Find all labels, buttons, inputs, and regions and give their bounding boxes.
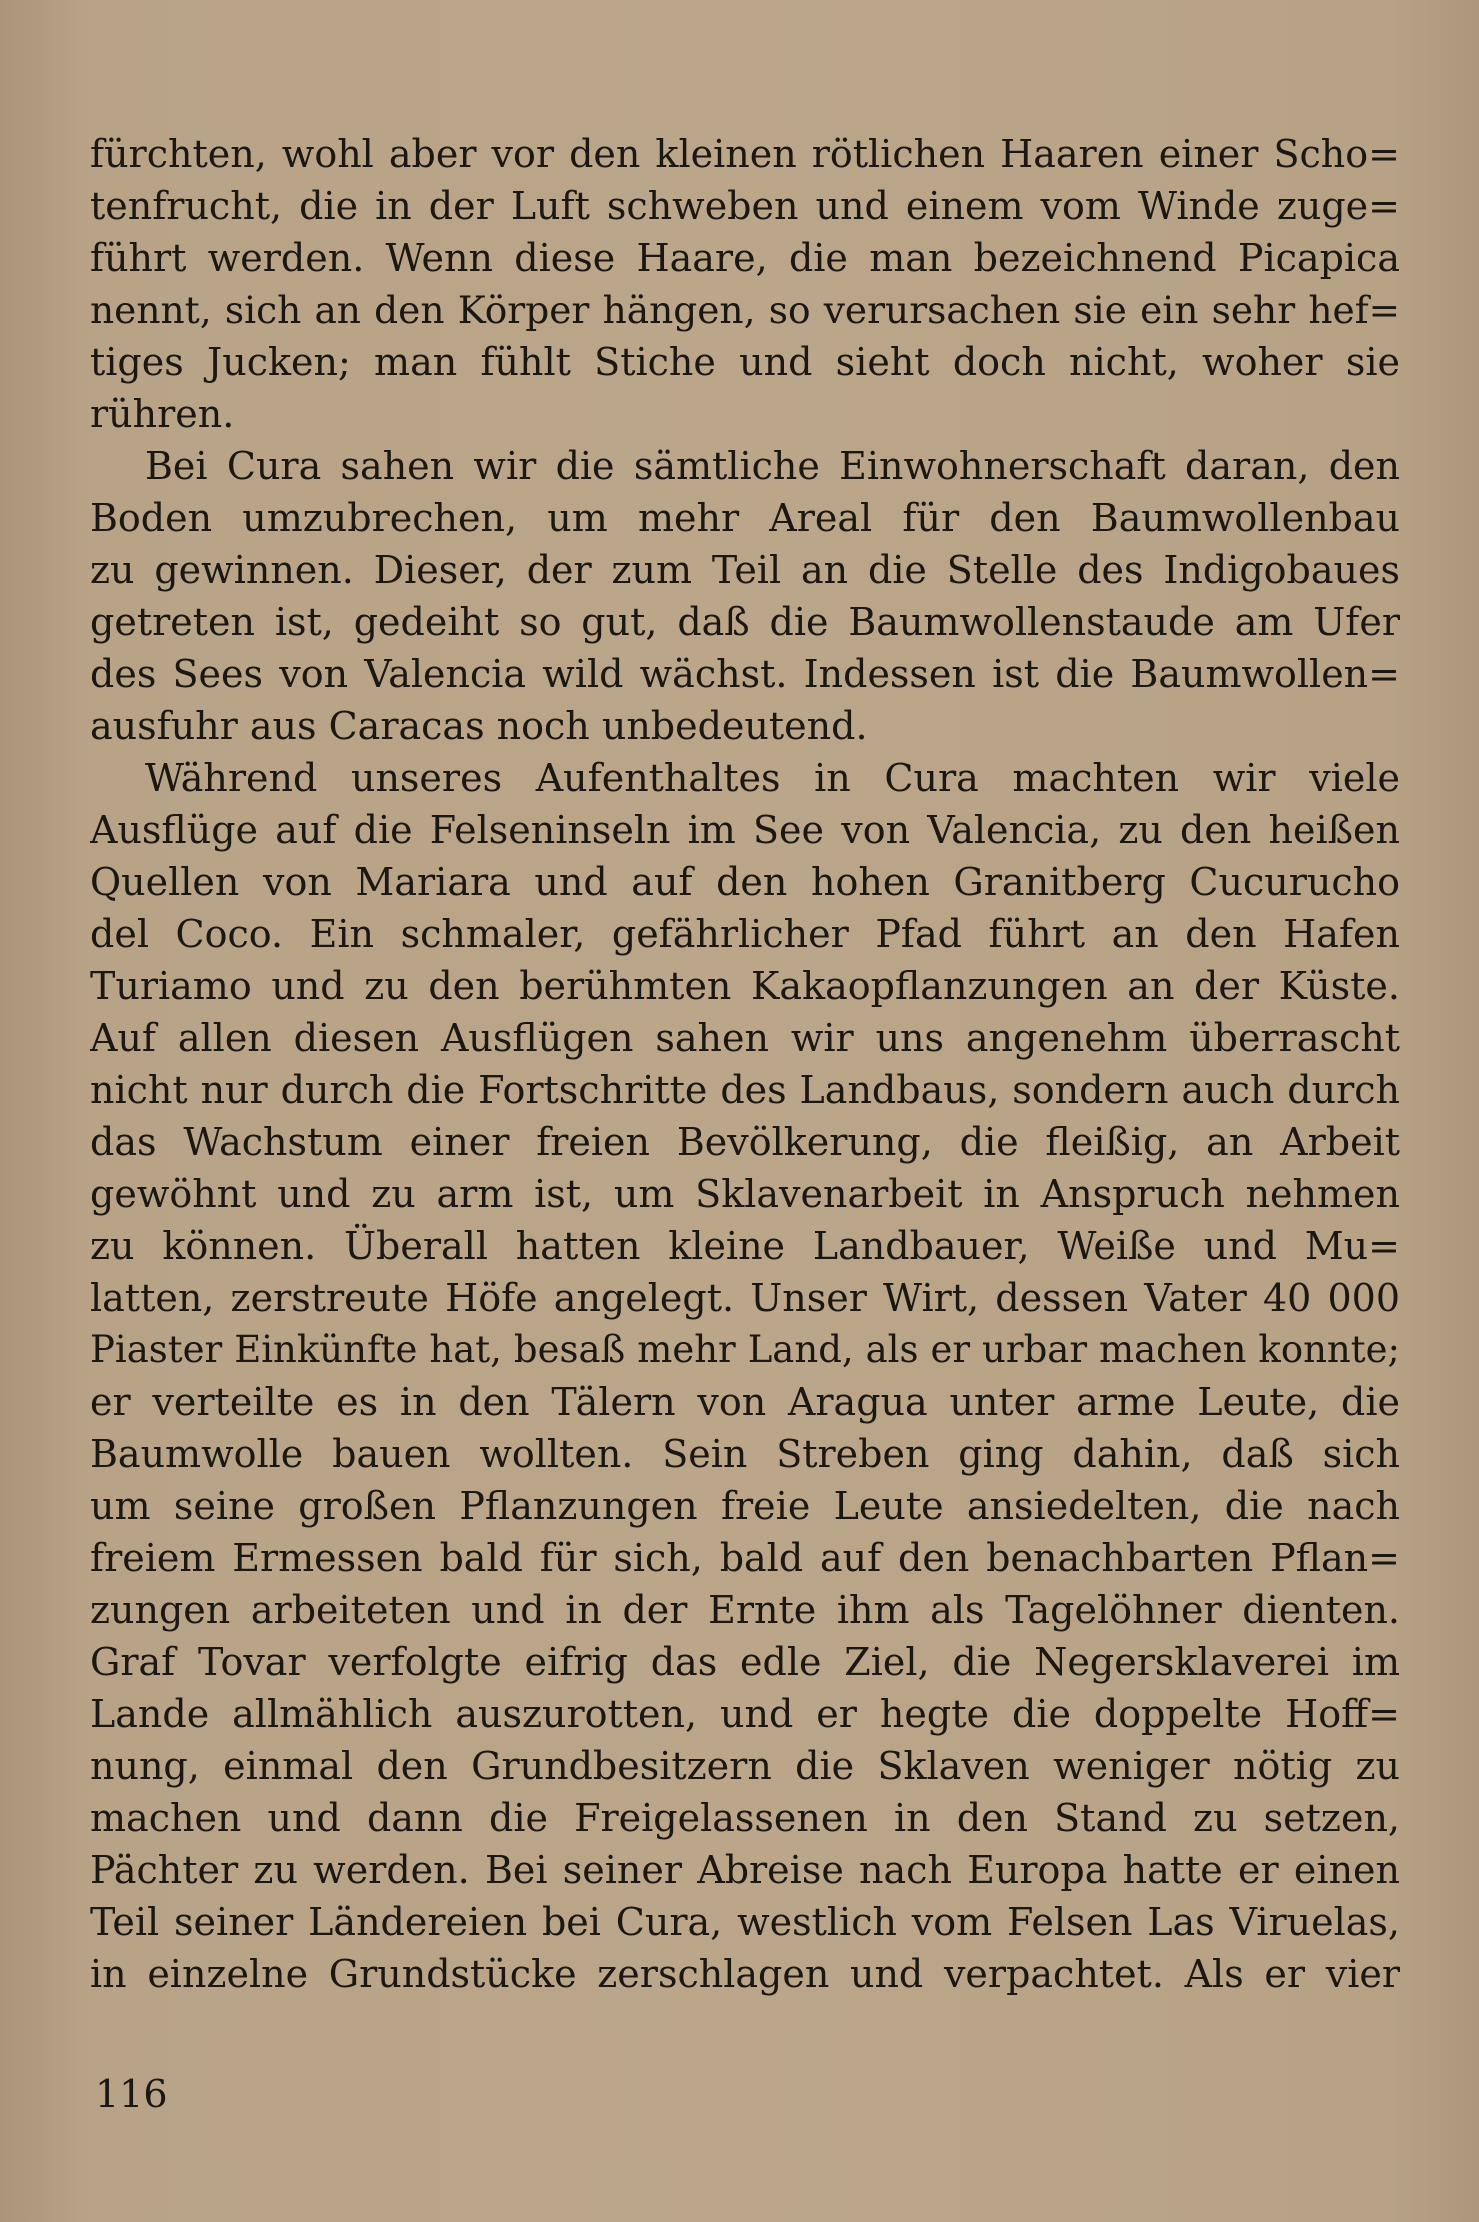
text-line: Turiamo und zu den berühmten Kakaopflanzungen an der Küste. <box>90 964 1400 1008</box>
page-number: 116 <box>95 2072 168 2116</box>
body-text <box>90 128 1400 2000</box>
paragraph-start-line: Bei Cura sahen wir die sämtliche Einwohnerschaft daran, den <box>145 444 1400 488</box>
text-line: Graf Tovar verfolgte eifrig das edle Ziel, die Negersklaverei im <box>90 1640 1400 1684</box>
text-line: latten, zerstreute Höfe angelegt. Unser Wirt, dessen Vater 40 000 <box>90 1276 1400 1320</box>
text-line: freiem Ermessen bald für sich, bald auf den benachbarten Pflan= <box>90 1536 1400 1580</box>
text-line: machen und dann die Freigelassenen in den Stand zu setzen, <box>90 1796 1400 1840</box>
text-line: Pächter zu werden. Bei seiner Abreise nach Europa hatte er einen <box>90 1848 1400 1892</box>
text-line: ausfuhr aus Caracas noch unbedeutend. <box>90 704 868 748</box>
text-line: Ausflüge auf die Felseninseln im See von Valencia, zu den heißen <box>90 808 1400 852</box>
text-line: er verteilte es in den Tälern von Aragua unter arme Leute, die <box>90 1380 1400 1424</box>
text-line: rühren. <box>90 392 235 436</box>
text-line: zungen arbeiteten und in der Ernte ihm als Tagelöhner dienten. <box>90 1588 1400 1632</box>
text-line: getreten ist, gedeiht so gut, daß die Baumwollenstaude am Ufer <box>90 600 1400 644</box>
text-line: des Sees von Valencia wild wächst. Indessen ist die Baumwollen= <box>90 652 1400 696</box>
text-line: Piaster Einkünfte hat, besaß mehr Land, als er urbar machen konnte; <box>90 1328 1400 1371</box>
text-line: nung, einmal den Grundbesitzern die Sklaven weniger nötig zu <box>90 1744 1400 1788</box>
text-line: um seine großen Pflanzungen freie Leute ansiedelten, die nach <box>90 1484 1400 1528</box>
text-line: in einzelne Grundstücke zerschlagen und verpachtet. Als er vier <box>90 1952 1400 1996</box>
text-line: zu gewinnen. Dieser, der zum Teil an die Stelle des Indigobaues <box>90 548 1400 592</box>
text-line: nicht nur durch die Fortschritte des Landbaus, sondern auch durch <box>90 1068 1400 1112</box>
text-line: nennt, sich an den Körper hängen, so verursachen sie ein sehr hef= <box>90 288 1400 332</box>
text-line: gewöhnt und zu arm ist, um Sklavenarbeit in Anspruch nehmen <box>90 1172 1400 1216</box>
text-line: Baumwolle bauen wollten. Sein Streben ging dahin, daß sich <box>90 1432 1400 1476</box>
text-line: tenfrucht, die in der Luft schweben und einem vom Winde zuge= <box>90 184 1400 228</box>
text-line: zu können. Überall hatten kleine Landbauer, Weiße und Mu= <box>90 1224 1400 1268</box>
text-line: del Coco. Ein schmaler, gefährlicher Pfad führt an den Hafen <box>90 912 1400 956</box>
text-line: Teil seiner Ländereien bei Cura, westlich vom Felsen Las Viruelas, <box>90 1900 1400 1944</box>
paragraph-start-line: Während unseres Aufenthaltes in Cura machten wir viele <box>145 756 1400 800</box>
text-line: führt werden. Wenn diese Haare, die man bezeichnend Picapica <box>90 236 1400 280</box>
text-line: tiges Jucken; man fühlt Stiche und sieht doch nicht, woher sie <box>90 340 1400 384</box>
text-line: Boden umzubrechen, um mehr Areal für den Baumwollenbau <box>90 496 1400 540</box>
text-line: Lande allmählich auszurotten, und er hegte die doppelte Hoff= <box>90 1692 1400 1736</box>
text-line: das Wachstum einer freien Bevölkerung, die fleißig, an Arbeit <box>90 1120 1400 1164</box>
text-line: Auf allen diesen Ausflügen sahen wir uns angenehm überrascht <box>90 1016 1400 1060</box>
text-line: Quellen von Mariara und auf den hohen Granitberg Cucurucho <box>90 860 1400 904</box>
text-line: fürchten, wohl aber vor den kleinen rötlichen Haaren einer Scho= <box>90 132 1400 176</box>
